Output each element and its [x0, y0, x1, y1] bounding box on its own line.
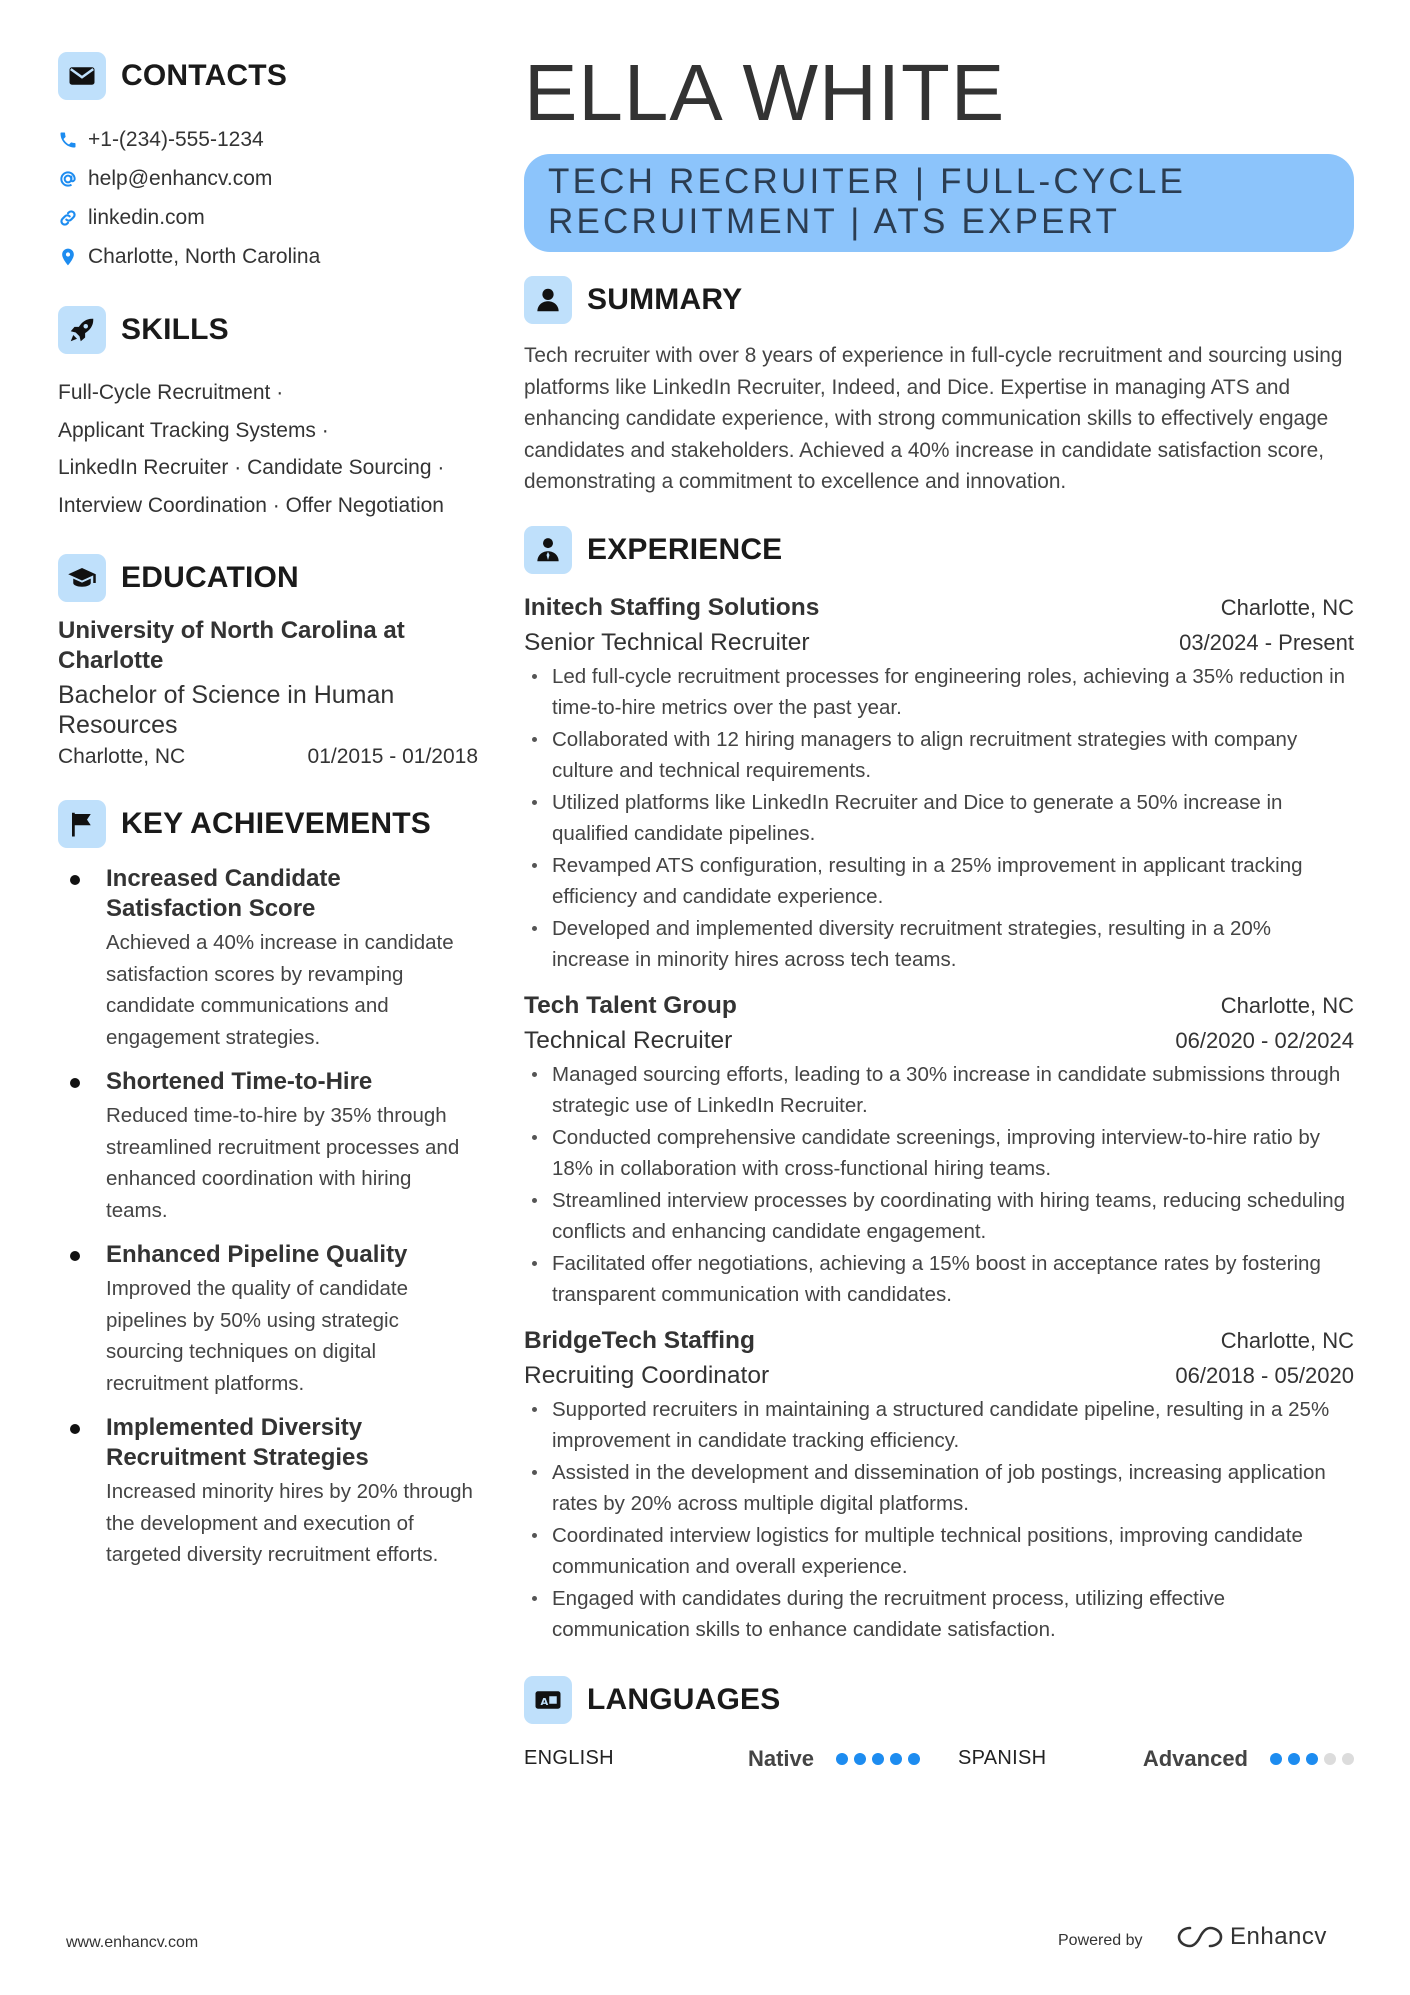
phone-text: +1-(234)-555-1234 — [88, 127, 264, 151]
language-item — [958, 1746, 1354, 1772]
job-header-row — [524, 1323, 1354, 1358]
contact-location — [58, 237, 478, 276]
education-heading: EDUCATION — [121, 561, 299, 594]
job-role-row — [524, 1358, 1354, 1394]
rocket-icon — [58, 306, 106, 354]
graduation-cap-icon — [58, 554, 106, 602]
svg-text:A: A — [540, 1696, 549, 1708]
enhancv-logo[interactable] — [1176, 1922, 1327, 1952]
contacts-list — [58, 120, 478, 276]
right-column — [524, 48, 1354, 1772]
job-title-line: RECRUITMENT | ATS EXPERT — [548, 202, 1121, 241]
achievement-item — [58, 1067, 478, 1226]
language-level: Advanced — [1142, 1745, 1248, 1771]
skills-list — [58, 374, 478, 524]
achievement-title: Increased Candidate Satisfaction Score — [106, 865, 341, 922]
proficiency-dots — [836, 1753, 920, 1765]
skills-line: LinkedIn Recruiter · Candidate Sourcing · — [58, 456, 445, 479]
job-dates: 03/2024 - Present — [1179, 629, 1354, 655]
job-bullet: Collaborated with 12 hiring managers to align recruitment strategies with company culture and technical requirements. — [524, 724, 1354, 787]
job-company: BridgeTech Staffing — [524, 1326, 755, 1354]
education-dates: 01/2015 - 01/2018 — [307, 745, 478, 768]
skills-line: Applicant Tracking Systems · — [58, 418, 329, 442]
language-level: Native — [747, 1745, 814, 1771]
contact-linkedin[interactable] — [58, 198, 478, 237]
job-bullet: Facilitated offer negotiations, achieving a 15% boost in acceptance rates by fostering transparent communication with candidates. — [524, 1248, 1354, 1311]
contact-phone[interactable] — [58, 120, 478, 159]
left-column — [58, 52, 478, 1585]
envelope-icon — [58, 52, 106, 100]
skills-line: Interview Coordination · Offer Negotiation — [58, 493, 444, 517]
achievement-title: Shortened Time-to-Hire — [106, 1068, 373, 1095]
achievements-list — [58, 864, 478, 1571]
job-entry — [524, 1323, 1354, 1646]
job-role-row — [524, 625, 1354, 661]
job-bullet: Utilized platforms like LinkedIn Recruiter and Dice to generate a 50% increase in qualified candidate pipelines. — [524, 787, 1354, 850]
achievement-desc: Improved the quality of candidate pipelines by 50% using strategic sourcing techniques on digital recruitment platforms. — [106, 1277, 408, 1395]
proficiency-dot-filled — [1270, 1753, 1282, 1765]
bullet-dot — [70, 1078, 80, 1088]
job-entry — [524, 590, 1354, 976]
languages-heading: LANGUAGES — [587, 1682, 781, 1716]
at-icon — [58, 169, 88, 189]
job-entry — [524, 988, 1354, 1311]
flag-icon — [58, 800, 106, 848]
achievement-item — [58, 864, 478, 1053]
enhancv-logo-icon — [1176, 1922, 1224, 1952]
job-bullet: Developed and implemented diversity recruitment strategies, resulting in a 20% increase in minority hires across tech teams. — [524, 913, 1354, 976]
job-bullets — [524, 1059, 1354, 1311]
job-bullet: Led full-cycle recruitment processes for engineering roles, achieving a 35% reduction in time-to-hire metrics over the past year. — [524, 661, 1354, 724]
bullet-dot — [70, 875, 80, 885]
job-role-row — [524, 1023, 1354, 1059]
language-item — [524, 1746, 920, 1772]
achievement-title: Enhanced Pipeline Quality — [106, 1241, 408, 1268]
proficiency-dot-filled — [908, 1753, 920, 1765]
experience-header — [524, 526, 1354, 574]
job-bullet: Managed sourcing efforts, leading to a 30% increase in candidate submissions through strategic use of LinkedIn Recruiter. — [524, 1059, 1354, 1122]
briefcase-user-icon — [524, 526, 572, 574]
contacts-header — [58, 52, 478, 100]
job-company: Initech Staffing Solutions — [524, 593, 820, 621]
skills-header — [58, 306, 478, 354]
job-bullet: Engaged with candidates during the recruitment process, utilizing effective communication skills to enhance candidate satisfaction. — [524, 1583, 1354, 1646]
language-name: SPANISH — [958, 1747, 1047, 1769]
linkedin-text: linkedin.com — [88, 205, 205, 229]
summary-text: Tech recruiter with over 8 years of experience in full-cycle recruitment and sourcing using platforms like LinkedIn Recruiter, Indeed, and Dice. Expertise in managing ATS and enhancing candidate experience, with strong communication skills to effectively engage candidates and stakeholders. Achieved a 40% increase in candidate satisfaction score, demonstrating a commitment to excellence and innovation. — [524, 344, 1343, 493]
summary-header — [524, 276, 1354, 324]
enhancv-brand-text: Enhancv — [1230, 1923, 1327, 1950]
education-degree: Bachelor of Science in Human Resources — [58, 681, 395, 739]
location-text: Charlotte, North Carolina — [88, 244, 321, 268]
job-dates: 06/2020 - 02/2024 — [1175, 1027, 1354, 1053]
proficiency-dot-filled — [854, 1753, 866, 1765]
education-location: Charlotte, NC — [58, 745, 186, 768]
education-header — [58, 554, 478, 602]
bullet-dot — [70, 1251, 80, 1261]
link-icon — [58, 208, 88, 228]
job-role: Technical Recruiter — [524, 1026, 733, 1054]
achievements-header — [58, 800, 478, 848]
phone-icon — [58, 130, 88, 150]
achievement-desc: Increased minority hires by 20% through the development and execution of targeted diversity recruitment efforts. — [106, 1480, 473, 1566]
job-location: Charlotte, NC — [1220, 1327, 1354, 1353]
languages-row — [524, 1746, 1354, 1772]
contacts-heading: CONTACTS — [121, 59, 288, 92]
job-dates: 06/2018 - 05/2020 — [1175, 1362, 1354, 1388]
job-bullet: Supported recruiters in maintaining a structured candidate pipeline, resulting in a 25% improvement in candidate tracking efficiency. — [524, 1394, 1354, 1457]
achievement-item — [58, 1413, 478, 1571]
proficiency-dot-filled — [836, 1753, 848, 1765]
achievement-desc: Reduced time-to-hire by 35% through streamlined recruitment processes and enhanced coordination with hiring teams. — [106, 1104, 460, 1222]
job-bullet: Assisted in the development and dissemination of job postings, increasing application rates by 20% across multiple digital platforms. — [524, 1457, 1354, 1520]
skills-heading: SKILLS — [121, 313, 229, 346]
proficiency-dots — [1270, 1753, 1354, 1765]
job-bullet: Revamped ATS configuration, resulting in a 25% improvement in applicant tracking efficiency and candidate experience. — [524, 850, 1354, 913]
summary-heading: SUMMARY — [587, 283, 743, 316]
contact-email[interactable] — [58, 159, 478, 198]
skills-line: Full-Cycle Recruitment · — [58, 381, 284, 404]
languages-header — [524, 1676, 1354, 1724]
job-bullets — [524, 1394, 1354, 1646]
location-pin-icon — [58, 247, 88, 267]
education-meta — [58, 742, 478, 772]
job-location: Charlotte, NC — [1220, 594, 1354, 620]
achievement-desc: Achieved a 40% increase in candidate satisfaction scores by revamping candidate communications and engagement strategies. — [106, 931, 454, 1049]
proficiency-dot-filled — [1288, 1753, 1300, 1765]
language-name: ENGLISH — [524, 1747, 614, 1769]
proficiency-dot-filled — [890, 1753, 902, 1765]
proficiency-dot-empty — [1342, 1753, 1354, 1765]
translate-icon — [524, 1676, 572, 1724]
job-company: Tech Talent Group — [524, 991, 737, 1019]
job-header-row — [524, 988, 1354, 1023]
education-entry — [58, 616, 478, 772]
job-role: Senior Technical Recruiter — [524, 628, 810, 656]
email-text: help@enhancv.com — [88, 166, 273, 190]
achievement-item — [58, 1240, 478, 1399]
job-bullet: Streamlined interview processes by coordinating with hiring teams, reducing scheduling conflicts and enhancing candidate engagement. — [524, 1185, 1354, 1248]
proficiency-dot-filled — [1306, 1753, 1318, 1765]
bullet-dot — [70, 1424, 80, 1434]
job-title-banner — [524, 154, 1354, 252]
proficiency-dot-empty — [1324, 1753, 1336, 1765]
job-bullet: Coordinated interview logistics for multiple technical positions, improving candidate communication and overall experience. — [524, 1520, 1354, 1583]
job-bullets — [524, 661, 1354, 976]
job-title-line: TECH RECRUITER | FULL-CYCLE — [548, 162, 1187, 201]
proficiency-dot-filled — [872, 1753, 884, 1765]
achievements-heading: KEY ACHIEVEMENTS — [121, 807, 431, 840]
experience-heading: EXPERIENCE — [587, 532, 783, 566]
job-header-row — [524, 590, 1354, 625]
job-location: Charlotte, NC — [1220, 992, 1354, 1018]
job-role: Recruiting Coordinator — [524, 1361, 770, 1389]
achievement-title: Implemented Diversity Recruitment Strategies — [106, 1414, 369, 1471]
footer-powered-by: Powered by — [1058, 1932, 1143, 1949]
job-bullet: Conducted comprehensive candidate screenings, improving interview-to-hire ratio by 18% in collaboration with cross-functional hiring teams. — [524, 1122, 1354, 1185]
education-school: University of North Carolina at Charlotte — [58, 617, 405, 674]
footer-url[interactable]: www.enhancv.com — [66, 1934, 199, 1951]
user-icon — [524, 276, 572, 324]
candidate-name: ELLA WHITE — [524, 48, 1006, 137]
